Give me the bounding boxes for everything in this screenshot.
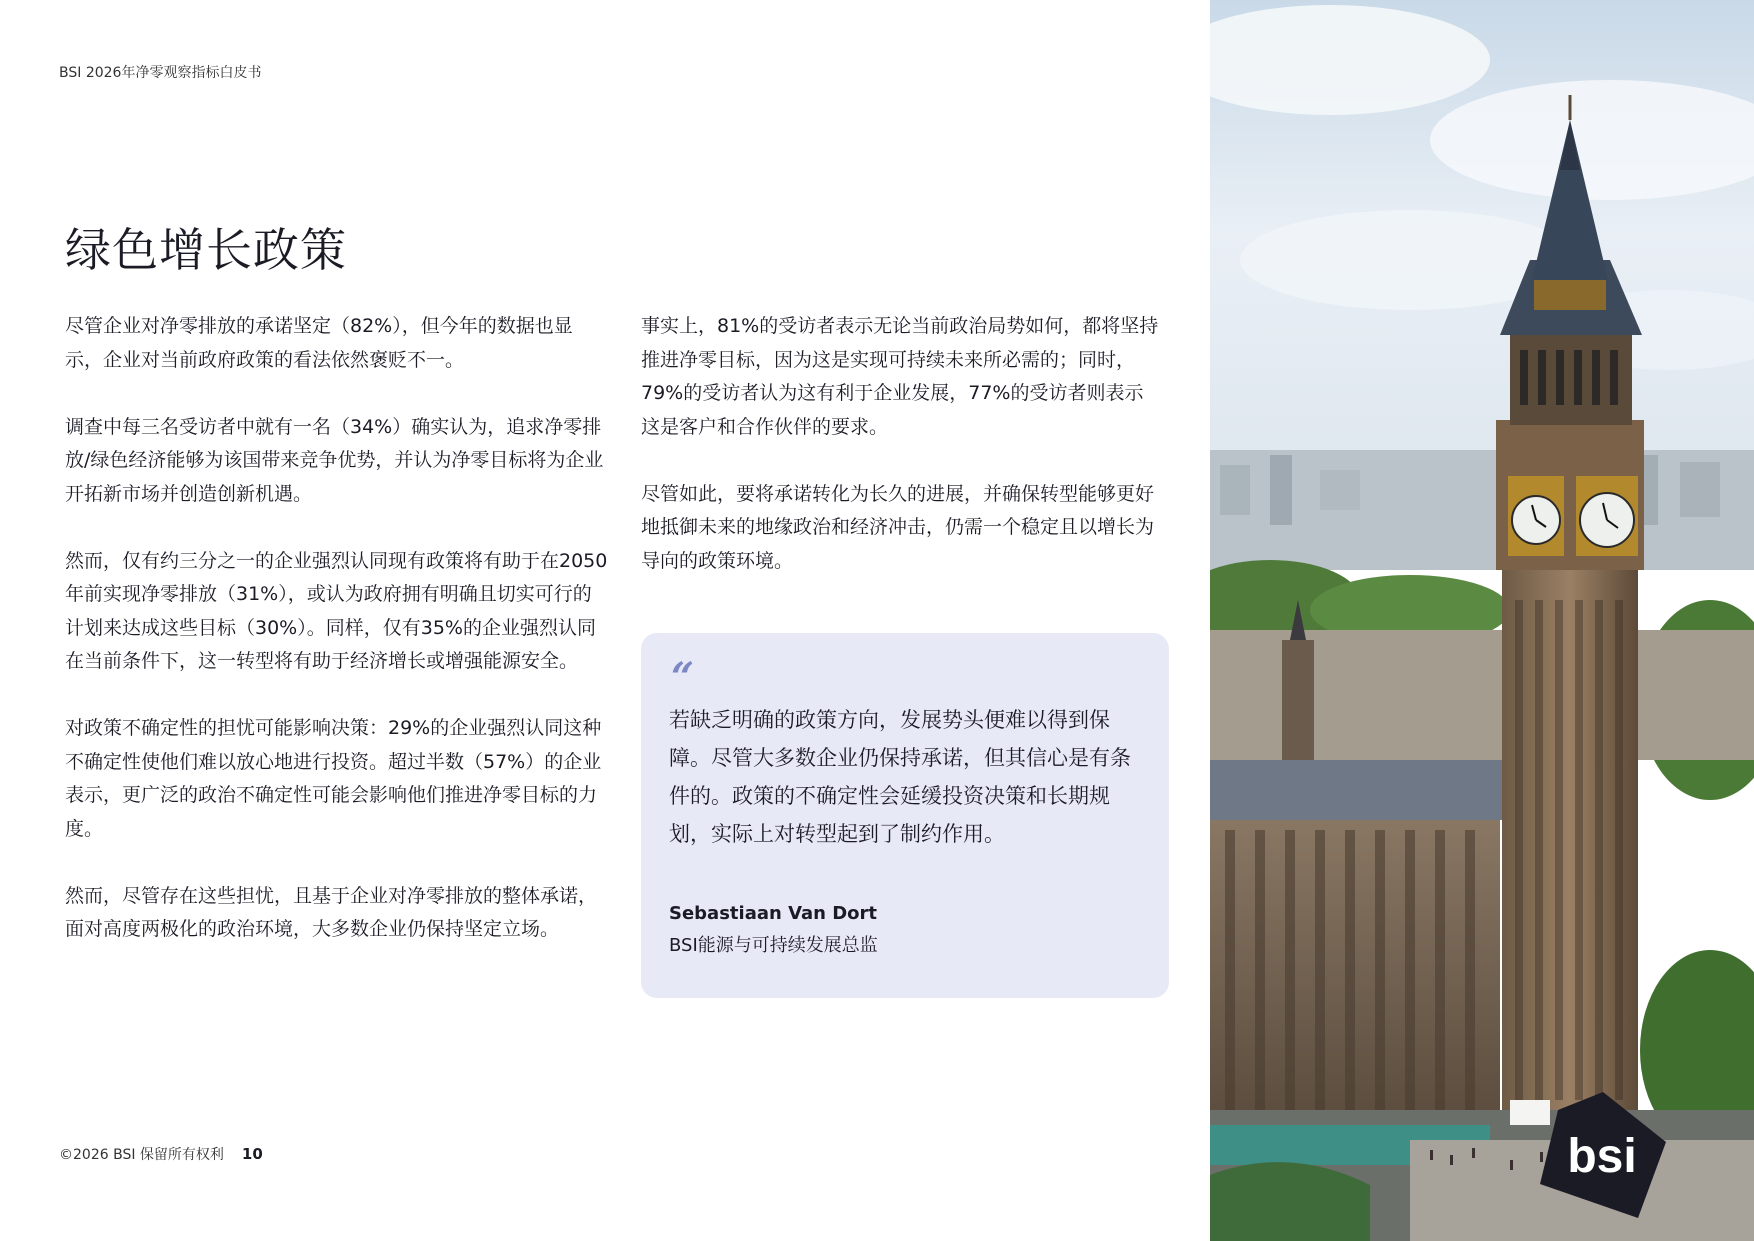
paragraph: 然而，尽管存在这些担忧，且基于企业对净零排放的整体承诺，面对高度两极化的政治环境，大多数企业仍保持坚定立场。: [65, 884, 598, 940]
quote-mark-icon: “: [671, 654, 695, 701]
paragraph: 尽管企业对净零排放的承诺坚定（82%），但今年的数据也显示，企业对当前政府政策的看法依然褒贬不一。: [65, 315, 573, 371]
quote-author-name: Sebastiaan Van Dort: [669, 903, 878, 924]
footer: [59, 1144, 263, 1164]
paragraph: 对政策不确定性的担忧可能影响决策：29%的企业强烈认同这种不确定性使他们难以放心地进行投资。超过半数（57%）的企业表示，更广泛的政治不确定性可能会影响他们推进净零目标的力度。: [65, 717, 602, 840]
paragraph: 尽管如此，要将承诺转化为长久的进展，并确保转型能够更好地抵御未来的地缘政治和经济冲击，仍需一个稳定且以增长为导向的政策环境。: [641, 482, 1155, 572]
quote-text: 若缺乏明确的政策方向，发展势头便难以得到保障。尽管大多数企业仍保持承诺，但其信心是有条件的。政策的不确定性会延缓投资决策和长期规划，实际上对转型起到了制约作用。: [669, 708, 1131, 846]
quote-author-role: BSI能源与可持续发展总监: [669, 935, 878, 956]
paragraph: 调查中每三名受访者中就有一名（34%）确实认为，追求净零排放/绿色经济能够为该国带来竞争优势，并认为净零目标将为企业开拓新市场并创造创新机遇。: [65, 415, 604, 505]
logo-text: bsi: [1567, 1130, 1637, 1183]
running-header: BSI 2026年净零观察指标白皮书: [59, 65, 262, 81]
copyright-text: ©2026 BSI 保留所有权利: [59, 1147, 224, 1163]
page-title: 绿色增长政策: [65, 223, 347, 277]
pull-quote-box: [641, 633, 1169, 998]
paragraph: 然而，仅有约三分之一的企业强烈认同现有政策将有助于在2050年前实现净零排放（31%），或认为政府拥有明确且切实可行的计划来达成这些目标（30%）。同样，仅有35%的企业强烈认同在当前条件下，这一转型将有助于经济增长或增强能源安全。: [65, 549, 608, 672]
bsi-logo: [1538, 1090, 1668, 1220]
paragraph: 事实上，81%的受访者表示无论当前政治局势如何，都将坚持推进净零目标，因为这是实现可持续未来所必需的；同时，79%的受访者认为这有利于企业发展，77%的受访者则表示这是客户和合作伙伴的要求。: [641, 315, 1159, 438]
big-ben-photo: [1210, 0, 1754, 1241]
right-text-column: [641, 310, 1161, 612]
page-number: 10: [241, 1145, 263, 1163]
left-text-column: [65, 310, 610, 980]
